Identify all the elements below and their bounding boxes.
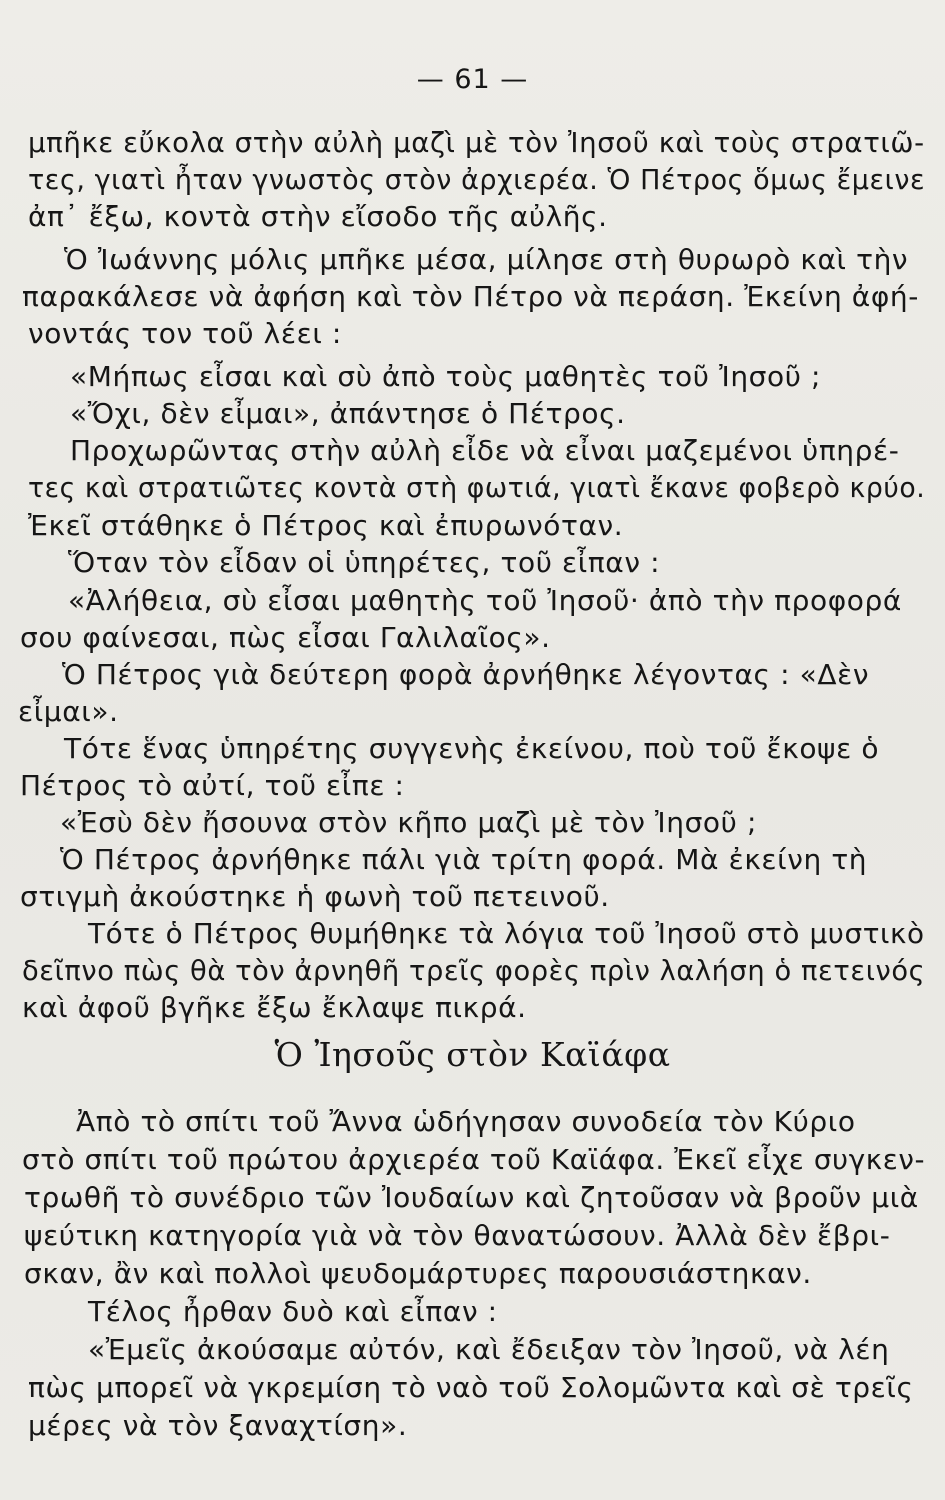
text-line: «Μήπως εἶσαι καὶ σὺ ἀπὸ τοὺς μαθητὲς τοῦ Ἰησοῦ ; [70, 360, 822, 393]
text-line: μέρες νὰ τὸν ξαναχτίση». [28, 1409, 408, 1442]
text-line: στιγμὴ ἀκούστηκε ἡ φωνὴ τοῦ πετεινοῦ. [20, 880, 610, 913]
text-line: παρακάλεσε νὰ ἀφήση καὶ τὸν Πέτρο νὰ περάση. Ἐκείνη ἀφή- [22, 280, 919, 313]
text-line: Ὁ Ἰωάννης μόλις μπῆκε μέσα, μίλησε στὴ θυρωρὸ καὶ τὴν [64, 243, 909, 276]
text-line: τρωθῆ τὸ συνέδριο τῶν Ἰουδαίων καὶ ζητοῦσαν νὰ βροῦν μιὰ [24, 1181, 919, 1214]
text-line: ἀπ᾽ ἔξω, κοντὰ στὴν εἴσοδο τῆς αὐλῆς. [28, 200, 608, 233]
text-line: Ἀπὸ τὸ σπίτι τοῦ Ἄννα ὡδήγησαν συνοδεία τὸν Κύριο [76, 1105, 856, 1138]
section-heading: Ὁ Ἰησοῦς στὸν Καϊάφα [274, 1035, 671, 1074]
text-line: Τότε ὁ Πέτρος θυμήθηκε τὰ λόγια τοῦ Ἰησοῦ στὸ μυστικὸ [88, 917, 925, 950]
text-line: Πέτρος τὸ αὐτί, τοῦ εἶπε : [20, 769, 405, 802]
page-number: — 61 — [416, 64, 529, 95]
text-line: εἶμαι». [18, 695, 119, 728]
text-line: τες, γιατὶ ἦταν γνωστὸς στὸν ἀρχιερέα. Ὁ Πέτρος ὅμως ἔμεινε [28, 163, 926, 196]
text-line: Ἐκεῖ στάθηκε ὁ Πέτρος καὶ ἐπυρωνόταν. [28, 509, 624, 542]
text-line: Τότε ἕνας ὑπηρέτης συγγενὴς ἐκείνου, ποὺ τοῦ ἔκοψε ὁ [64, 732, 880, 765]
text-line: «Ἀλήθεια, σὺ εἶσαι μαθητὴς τοῦ Ἰησοῦ· ἀπὸ τὴν προφορά [68, 584, 902, 617]
body-text-top [18, 124, 926, 1024]
text-line: «Ἐμεῖς ἀκούσαμε αὐτόν, καὶ ἔδειξαν τὸν Ἰησοῦ, νὰ λέη [88, 1333, 890, 1366]
text-line: Ὁ Πέτρος γιὰ δεύτερη φορὰ ἀρνήθηκε λέγοντας : «Δὲν [62, 658, 870, 691]
text-line: καὶ ἀφοῦ βγῆκε ἔξω ἔκλαψε πικρά. [22, 991, 527, 1024]
text-line: νοντάς τον τοῦ λέει : [28, 317, 342, 350]
text-line: Τέλος ἦρθαν δυὸ καὶ εἶπαν : [88, 1295, 498, 1328]
text-line: ψεύτικη κατηγορία γιὰ νὰ τὸν θανατώσουν. Ἀλλὰ δὲν ἔβρι- [24, 1219, 891, 1252]
text-line: μπῆκε εὔκολα στὴν αὐλὴ μαζὶ μὲ τὸν Ἰησοῦ καὶ τοὺς στρατιῶ- [28, 126, 925, 159]
text-line: «Ἐσὺ δὲν ἤσουνα στὸν κῆπο μαζὶ μὲ τὸν Ἰησοῦ ; [60, 806, 757, 839]
text-line: σκαν, ἂν καὶ πολλοὶ ψευδομάρτυρες παρουσιάστηκαν. [24, 1257, 812, 1290]
text-line: σου φαίνεσαι, πὼς εἶσαι Γαλιλαῖος». [20, 621, 551, 654]
text-line: δεῖπνο πὼς θὰ τὸν ἀρνηθῆ τρεῖς φορὲς πρὶν λαλήση ὁ πετεινός [22, 954, 926, 987]
text-line: τες καὶ στρατιῶτες κοντὰ στὴ φωτιά, γιατὶ ἔκανε φοβερὸ κρύο. [28, 471, 926, 504]
text-line: Ὁ Πέτρος ἀρνήθηκε πάλι γιὰ τρίτη φορά. Μὰ ἐκείνη τὴ [60, 843, 868, 876]
body-text-bottom [22, 1103, 926, 1453]
text-line: στὸ σπίτι τοῦ πρώτου ἀρχιερέα τοῦ Καϊάφα. Ἐκεῖ εἶχε συγκεν- [22, 1143, 926, 1176]
text-line: πὼς μπορεῖ νὰ γκρεμίση τὸ ναὸ τοῦ Σολομῶντα καὶ σὲ τρεῖς [28, 1371, 914, 1404]
text-line: Προχωρῶντας στὴν αὐλὴ εἶδε νὰ εἶναι μαζεμένοι ὑπηρέ- [70, 434, 900, 467]
text-line: «Ὄχι, δὲν εἶμαι», ἀπάντησε ὁ Πέτρος. [70, 397, 626, 430]
text-line: Ὅταν τὸν εἶδαν οἱ ὑπηρέτες, τοῦ εἶπαν : [68, 546, 661, 579]
